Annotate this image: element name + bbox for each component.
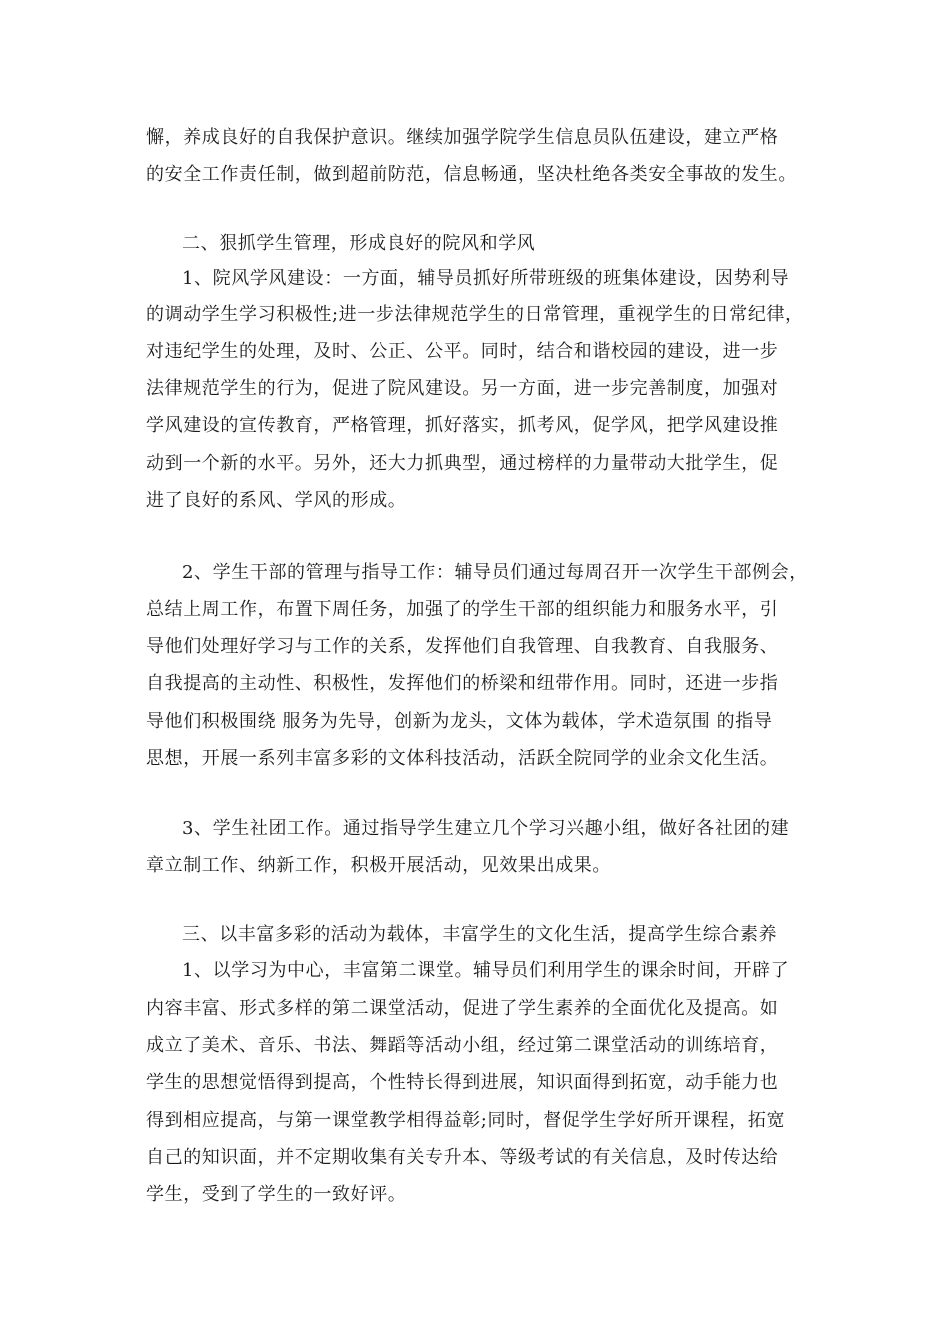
text-line: 法律规范学生的行为，促进了院风建设。另一方面，进一步完善制度，加强对 — [146, 378, 779, 399]
text-line: 导他们积极围绕 服务为先导，创新为龙头，文体为载体，学术造氛围 的指导 — [146, 711, 773, 732]
text-line: 2、学生干部的管理与指导工作：辅导员们通过每周召开一次学生干部例会， — [182, 562, 808, 583]
text-line: 章立制工作、纳新工作，积极开展活动，见效果出成果。 — [146, 855, 611, 876]
text-line: 懈，养成良好的自我保护意识。继续加强学院学生信息员队伍建设，建立严格 — [146, 127, 779, 148]
text-line: 3、学生社团工作。通过指导学生建立几个学习兴趣小组，做好各社团的建 — [182, 818, 790, 839]
text-line: 1、以学习为中心，丰富第二课堂。辅导员们利用学生的课余时间，开辟了 — [182, 960, 790, 981]
text-line: 的调动学生学习积极性;进一步法律规范学生的日常管理，重视学生的日常纪律， — [146, 304, 804, 325]
text-line: 思想，开展一系列丰富多彩的文体科技活动，活跃全院同学的业余文化生活。 — [146, 748, 779, 769]
text-line: 学生，受到了学生的一致好评。 — [146, 1184, 407, 1205]
text-line: 的安全工作责任制，做到超前防范，信息畅通，坚决杜绝各类安全事故的发生。 — [146, 164, 797, 185]
section-heading: 二、狠抓学生管理，形成良好的院风和学风 — [182, 233, 536, 254]
text-line: 1、院风学风建设：一方面，辅导员抓好所带班级的班集体建设，因势利导 — [182, 268, 790, 289]
text-line: 得到相应提高，与第一课堂教学相得益彰;同时，督促学生学好所开课程，拓宽 — [146, 1110, 786, 1131]
text-line: 对违纪学生的处理，及时、公正、公平。同时，结合和谐校园的建设，进一步 — [146, 341, 779, 362]
text-line: 成立了美术、音乐、书法、舞蹈等活动小组，经过第二课堂活动的训练培育， — [146, 1035, 779, 1056]
text-line: 内容丰富、形式多样的第二课堂活动，促进了学生素养的全面优化及提高。如 — [146, 998, 779, 1019]
text-line: 动到一个新的水平。另外，还大力抓典型，通过榜样的力量带动大批学生，促 — [146, 453, 779, 474]
section-heading: 三、以丰富多彩的活动为载体，丰富学生的文化生活，提高学生综合素养 — [182, 924, 778, 945]
text-line: 导他们处理好学习与工作的关系，发挥他们自我管理、自我教育、自我服务、 — [146, 636, 779, 657]
text-line: 自己的知识面，并不定期收集有关专升本、等级考试的有关信息，及时传达给 — [146, 1147, 779, 1168]
text-line: 总结上周工作，布置下周任务，加强了的学生干部的组织能力和服务水平，引 — [146, 599, 779, 620]
text-line: 学生的思想觉悟得到提高，个性特长得到进展，知识面得到拓宽，动手能力也 — [146, 1072, 779, 1093]
text-line: 学风建设的宣传教育，严格管理，抓好落实，抓考风，促学风，把学风建设推 — [146, 415, 779, 436]
text-line: 自我提高的主动性、积极性，发挥他们的桥梁和纽带作用。同时，还进一步指 — [146, 673, 779, 694]
text-line: 进了良好的系风、学风的形成。 — [146, 490, 407, 511]
